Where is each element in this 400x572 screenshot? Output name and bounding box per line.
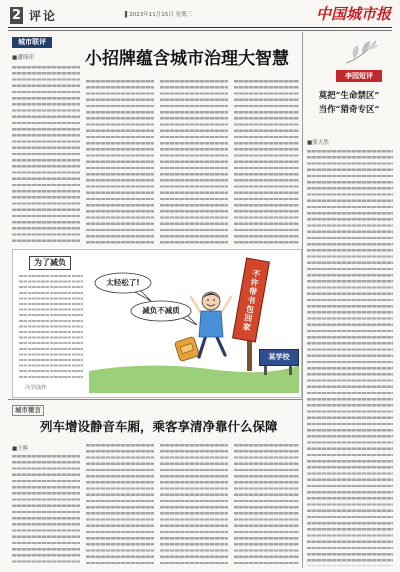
bottom-body-column [160,444,228,566]
bottom-body-column [12,455,80,566]
bottom-byline: ■王辉 [12,446,29,452]
lead-body-column [12,66,80,245]
cartoon-art [89,253,299,393]
cartoon-credit: 冯学国/作 [25,385,47,391]
side-byline: ■张天然 [307,140,329,146]
bottom-headline: 列车增设静音车厢，乘客享清净靠什么保障 [40,419,278,434]
side-headline-line1: 莫把“生命禁区” [318,91,380,101]
bubble-left-text: 太轻松了! [106,278,140,287]
backpack [174,336,199,361]
side-headline-line2: 当作“猎奇专区” [318,105,380,115]
lead-body-column [86,80,154,245]
bottom-body-column [86,444,154,566]
bottom-body-column [234,444,299,566]
header-rule-thin [8,30,392,31]
bubble-right-text: 减负不减质 [142,306,180,315]
ground [89,365,299,393]
sign-post [247,337,252,371]
leaf-ornament-icon [340,35,382,67]
lead-headline: 小招牌蕴含城市治理大智慧 [85,49,289,69]
lead-body-column [234,80,299,245]
header-rule [8,27,392,28]
vertical-rule-sign: 不许带书包回家 [232,258,270,343]
dateline: ▌2023年11月15日 星期三 [125,12,192,18]
bottom-column-tag: 城市微言 [12,405,44,416]
lead-byline: ■潘铎印 [12,55,34,61]
school-sign: 某学校 [259,349,299,366]
editorial-cartoon [12,249,302,398]
leaf-ornament-drawing [340,35,382,67]
cartoon-caption [19,275,83,381]
cartoon-title: 为了减负 [29,256,71,270]
column-separator [302,32,303,568]
newspaper-logo: 中国城市报 [316,5,392,23]
section-title: 评论 [29,9,58,23]
side-column-tag: 李园短评 [336,70,382,82]
side-body-column [307,150,393,566]
section-rule [8,399,302,400]
lead-body-column [160,80,228,245]
lead-column-tag: 城市联评 [12,37,52,48]
page-number: 2 [11,8,22,23]
